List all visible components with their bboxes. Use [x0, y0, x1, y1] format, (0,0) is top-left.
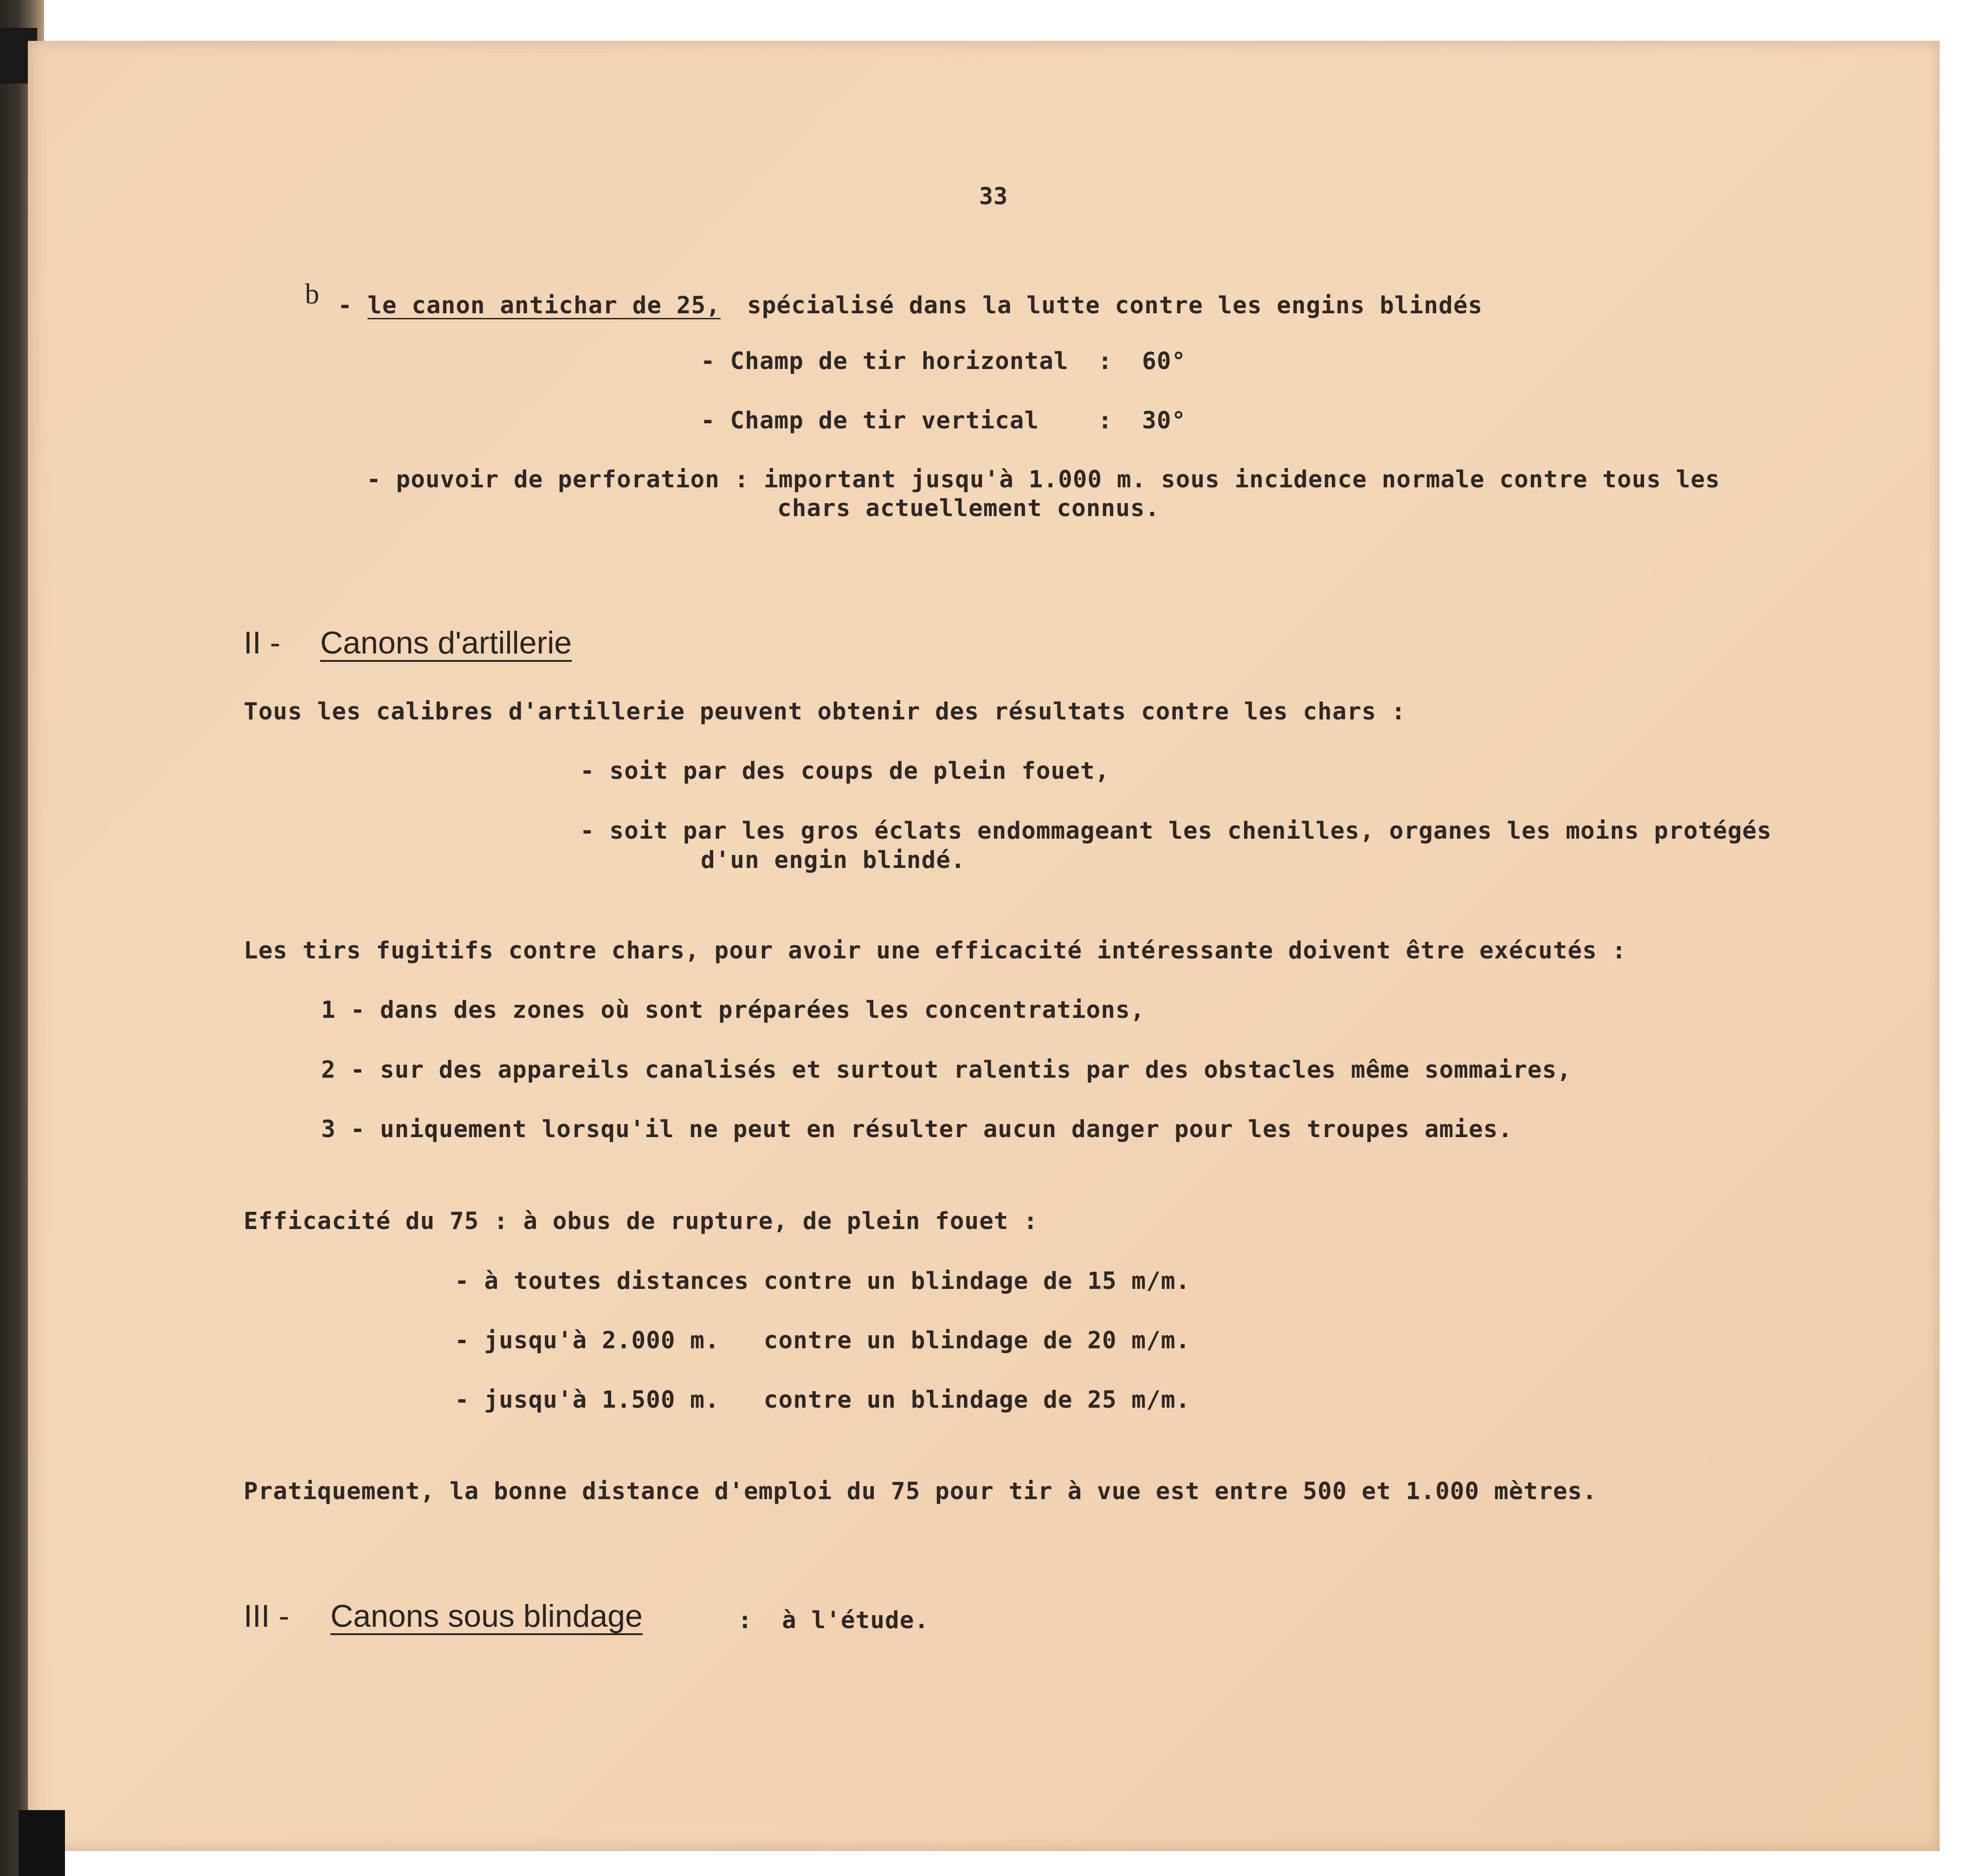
- section-b-letter: b: [305, 278, 319, 310]
- section-b-title: le canon antichar de 25,: [368, 292, 721, 319]
- field-of-fire-horizontal: - Champ de tir horizontal : 60°: [701, 348, 1187, 375]
- book-spine-binding: [19, 1810, 65, 1876]
- perforation-line-2: chars actuellement connus.: [777, 495, 1160, 522]
- section-2-number: II -: [244, 625, 281, 660]
- section-3-title: Canons sous blindage: [330, 1598, 643, 1634]
- document-page: [28, 41, 1940, 1851]
- practical-distance: Pratiquement, la bonne distance d'emploi du 75 pour tir à vue est entre 500 et 1.000 mètres.: [244, 1478, 1597, 1505]
- section-2-item-2-line-1: - soit par les gros éclats endommageant les chenilles, organes les moins protégés: [580, 817, 1772, 845]
- section-2-intro: Tous les calibres d'artillerie peuvent obtenir des résultats contre les chars :: [244, 698, 1406, 725]
- page-number: 33: [979, 183, 1008, 210]
- efficacy-item-3: - jusqu'à 1.500 m. contre un blindage de 25 m/m.: [455, 1386, 1191, 1414]
- efficacy-item-1: - à toutes distances contre un blindage de 15 m/m.: [455, 1268, 1191, 1295]
- efficacy-intro: Efficacité du 75 : à obus de rupture, de plein fouet :: [244, 1208, 1038, 1235]
- efficacy-item-2: - jusqu'à 2.000 m. contre un blindage de 20 m/m.: [455, 1327, 1191, 1354]
- perforation-line-1: - pouvoir de perforation : important jusqu'à 1.000 m. sous incidence normale contre tous les: [367, 466, 1720, 493]
- section-b-description: spécialisé dans la lutte contre les engins blindés: [747, 292, 1483, 319]
- field-of-fire-vertical: - Champ de tir vertical : 30°: [701, 407, 1187, 434]
- fugitive-fire-item-1: 1 - dans des zones où sont préparées les concentrations,: [321, 996, 1145, 1024]
- fugitive-fire-intro: Les tirs fugitifs contre chars, pour avoir une efficacité intéressante doivent être exécutés :: [244, 937, 1627, 964]
- fugitive-fire-item-3: 3 - uniquement lorsqu'il ne peut en résulter aucun danger pour les troupes amies.: [321, 1116, 1513, 1143]
- section-2-item-1: - soit par des coups de plein fouet,: [580, 757, 1110, 785]
- fugitive-fire-item-2: 2 - sur des appareils canalisés et surtout ralentis par des obstacles même sommaires,: [321, 1056, 1572, 1084]
- section-3-number: III -: [244, 1598, 290, 1634]
- section-2-item-2-line-2: d'un engin blindé.: [701, 847, 966, 874]
- section-2-title: Canons d'artillerie: [320, 625, 572, 660]
- section-3-suffix: : à l'étude.: [738, 1607, 929, 1634]
- section-b-dash: -: [338, 292, 353, 319]
